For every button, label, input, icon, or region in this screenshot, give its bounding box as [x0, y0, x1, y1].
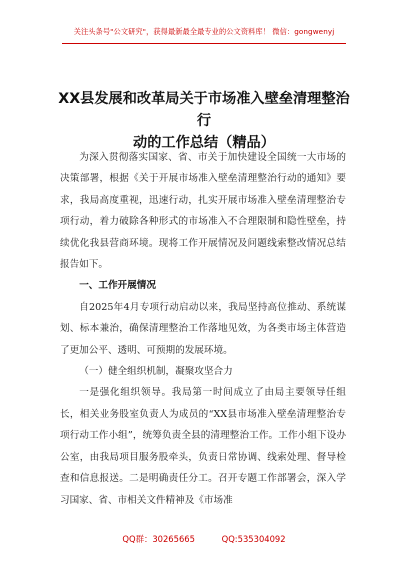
subsection-1-paragraph: 一是强化组织领导。我局第一时间成立了由局主要领导任组长，相关业务股室负责人为成员的“XX县市场准入壁垒清理整治专项行动工作小组”，统筹负责全县的清理整治工作。工作小组下设办公室，由我局项目服务股牵头，负责日常协调、线索处理、督导检查和信息报送。二是明确责任分工。召开专题工作部署会，深入学习国家、省、市相关文件精神及《市场准: [60, 387, 346, 506]
intro-paragraph: 为深入贯彻落实国家、省、市关于加快建设全国统一大市场的决策部署，根据《关于开展市场准入壁垒清理整治行动的通知》要求，我局高度重视，迅速行动，扎实开展市场准入壁垒清理整治专项行动，着力破除各种形式的市场准入不合理限制和隐性壁垒，持续优化我县营商环境。现将工作开展情况及问题线索整改情况总结报告如下。: [60, 152, 346, 271]
footer-qq-group: QQ群：30265665: [122, 534, 195, 544]
subsection-heading-1: （一）健全组织机制，凝聚攻坚合力: [79, 366, 233, 378]
title-line-1: XX县发展和改革局关于市场准入壁垒清理整治行: [58, 91, 350, 129]
document-body: [60, 147, 346, 511]
footer-qq-contact: QQ:535304092: [221, 534, 286, 544]
section-heading-1: 一、工作开展情况: [79, 280, 156, 292]
header-promo-text: 关注头条号"公文研究"，获得最新最全最专业的公文资料库！ 微信：gongwenyj: [73, 27, 335, 36]
section-1-paragraph: 自2025年4月专项行动启动以来，我局坚持高位推动、系统谋划、标本兼治，确保清理整治工作落地见效，为各类市场主体营造了更加公平、透明、可预期的发展环境。: [60, 301, 346, 356]
title-line-2: 动的工作总结（精品）: [133, 135, 275, 151]
document-title: [58, 88, 350, 154]
header-divider: [62, 43, 346, 44]
footer-contact: [0, 533, 408, 545]
